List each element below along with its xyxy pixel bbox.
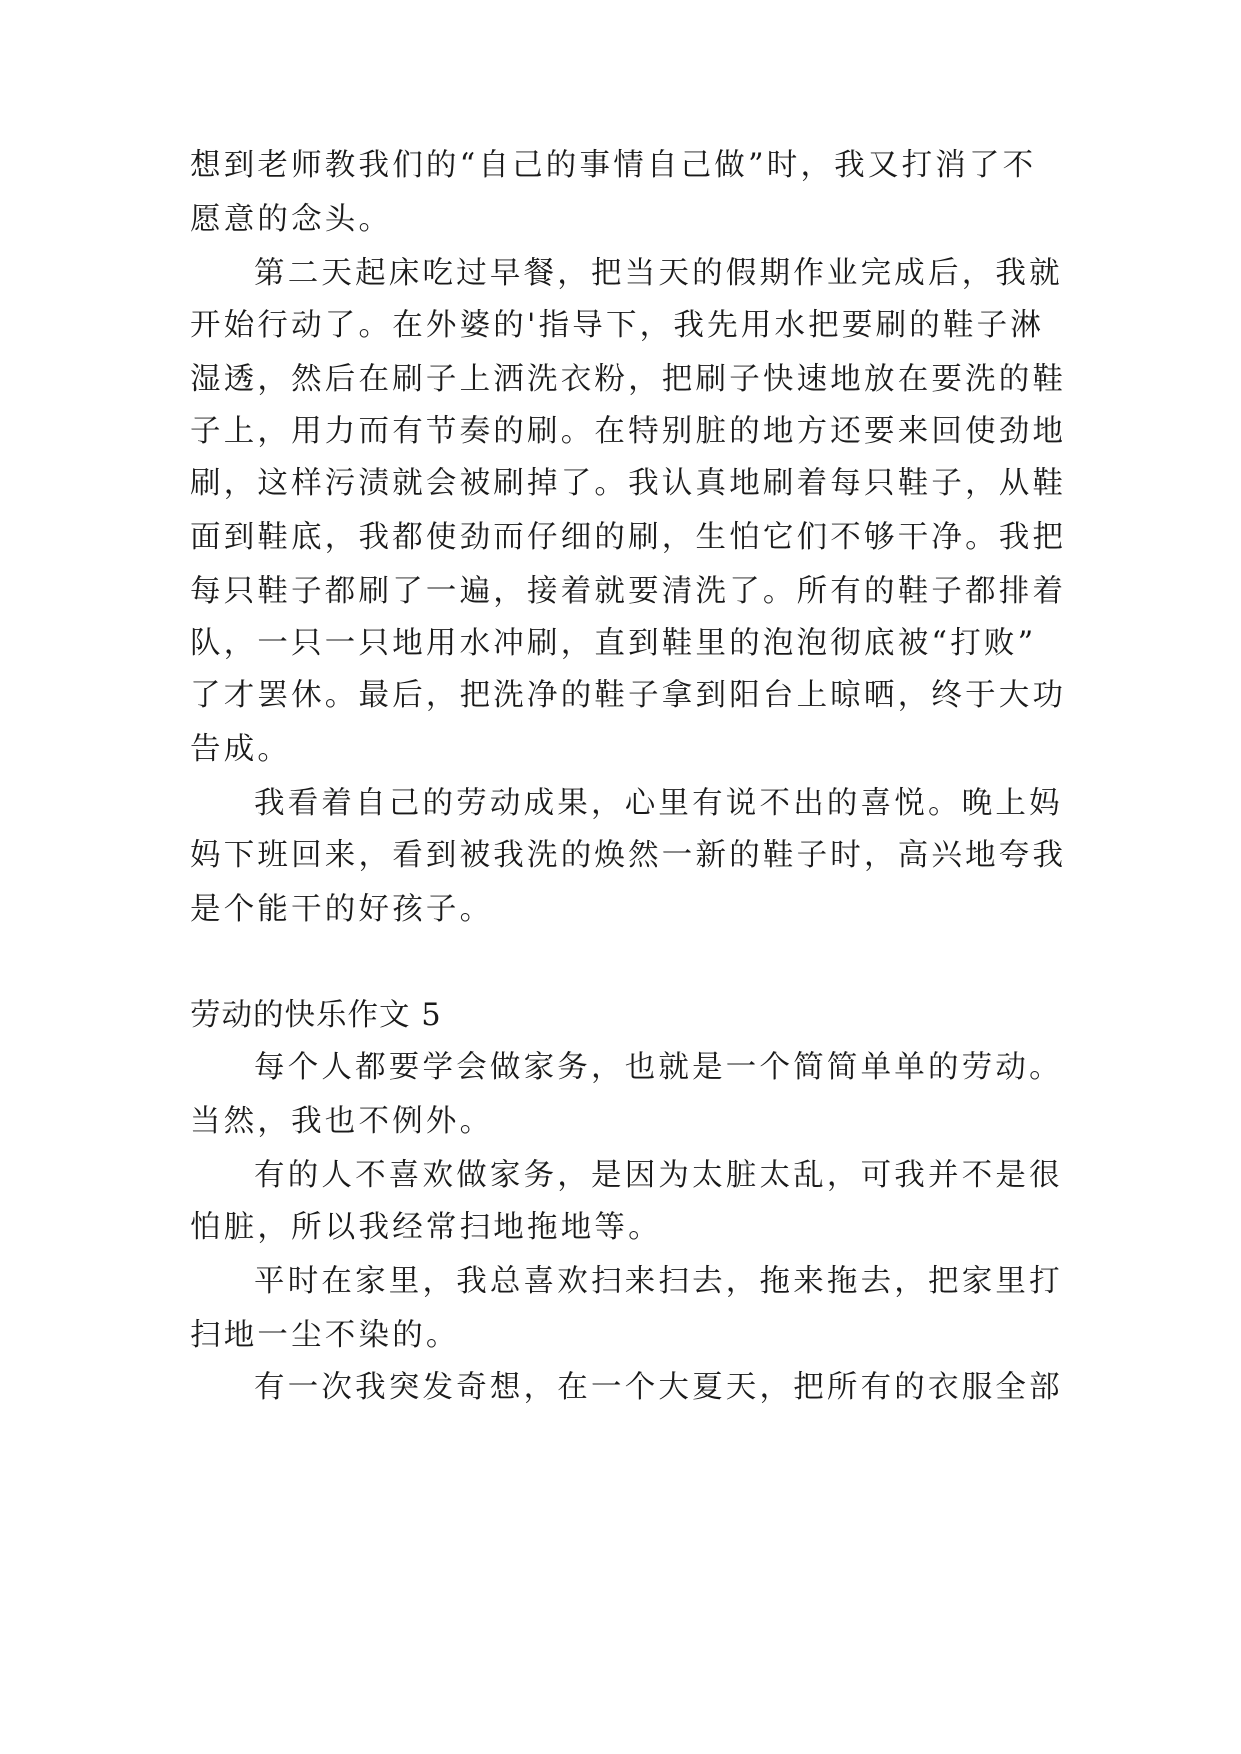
text-line: 扫地一尘不染的。 [190,1318,460,1353]
text-line: 面到鞋底，我都使劲而仔细的刷，生怕它们不够干净。我把 [190,520,1067,555]
text-line: 每只鞋子都刷了一遍，接着就要清洗了。所有的鞋子都排着 [190,574,1067,609]
text-line: 开始行动了。在外婆的'指导下，我先用水把要刷的鞋子淋 [190,308,1045,343]
text-line: 怕脏，所以我经常扫地拖地等。 [190,1210,662,1245]
text-line: 队，一只一只地用水冲刷，直到鞋里的泡泡彻底被“打败” [190,626,1037,661]
text-line: 想到老师教我们的“自己的事情自己做”时，我又打消了不 [190,148,1037,183]
text-line: 我看着自己的劳动成果，心里有说不出的喜悦。晚上妈 [254,786,1063,821]
text-line: 第二天起床吃过早餐，把当天的假期作业完成后，我就 [254,256,1063,291]
text-line: 了才罢休。最后，把洗净的鞋子拿到阳台上晾晒，终于大功 [190,678,1067,713]
text-line: 每个人都要学会做家务，也就是一个简简单单的劳动。 [254,1050,1063,1085]
section-title: 劳动的快乐作文 5 [190,998,442,1033]
text-line: 平时在家里，我总喜欢扫来扫去，拖来拖去，把家里打 [254,1264,1063,1299]
text-line: 愿意的念头。 [190,202,393,237]
text-line: 刷，这样污渍就会被刷掉了。我认真地刷着每只鞋子，从鞋 [190,466,1067,501]
text-line: 妈下班回来，看到被我洗的焕然一新的鞋子时，高兴地夸我 [190,838,1067,873]
text-line: 当然，我也不例外。 [190,1104,494,1139]
text-line: 有的人不喜欢做家务，是因为太脏太乱，可我并不是很 [254,1158,1063,1193]
text-line: 湿透，然后在刷子上洒洗衣粉，把刷子快速地放在要洗的鞋 [190,362,1067,397]
text-line: 是个能干的好孩子。 [190,892,494,927]
text-line: 告成。 [190,732,292,767]
text-line: 子上，用力而有节奏的刷。在特别脏的地方还要来回使劲地 [190,414,1067,449]
text-line: 有一次我突发奇想，在一个大夏天，把所有的衣服全部 [254,1370,1063,1405]
